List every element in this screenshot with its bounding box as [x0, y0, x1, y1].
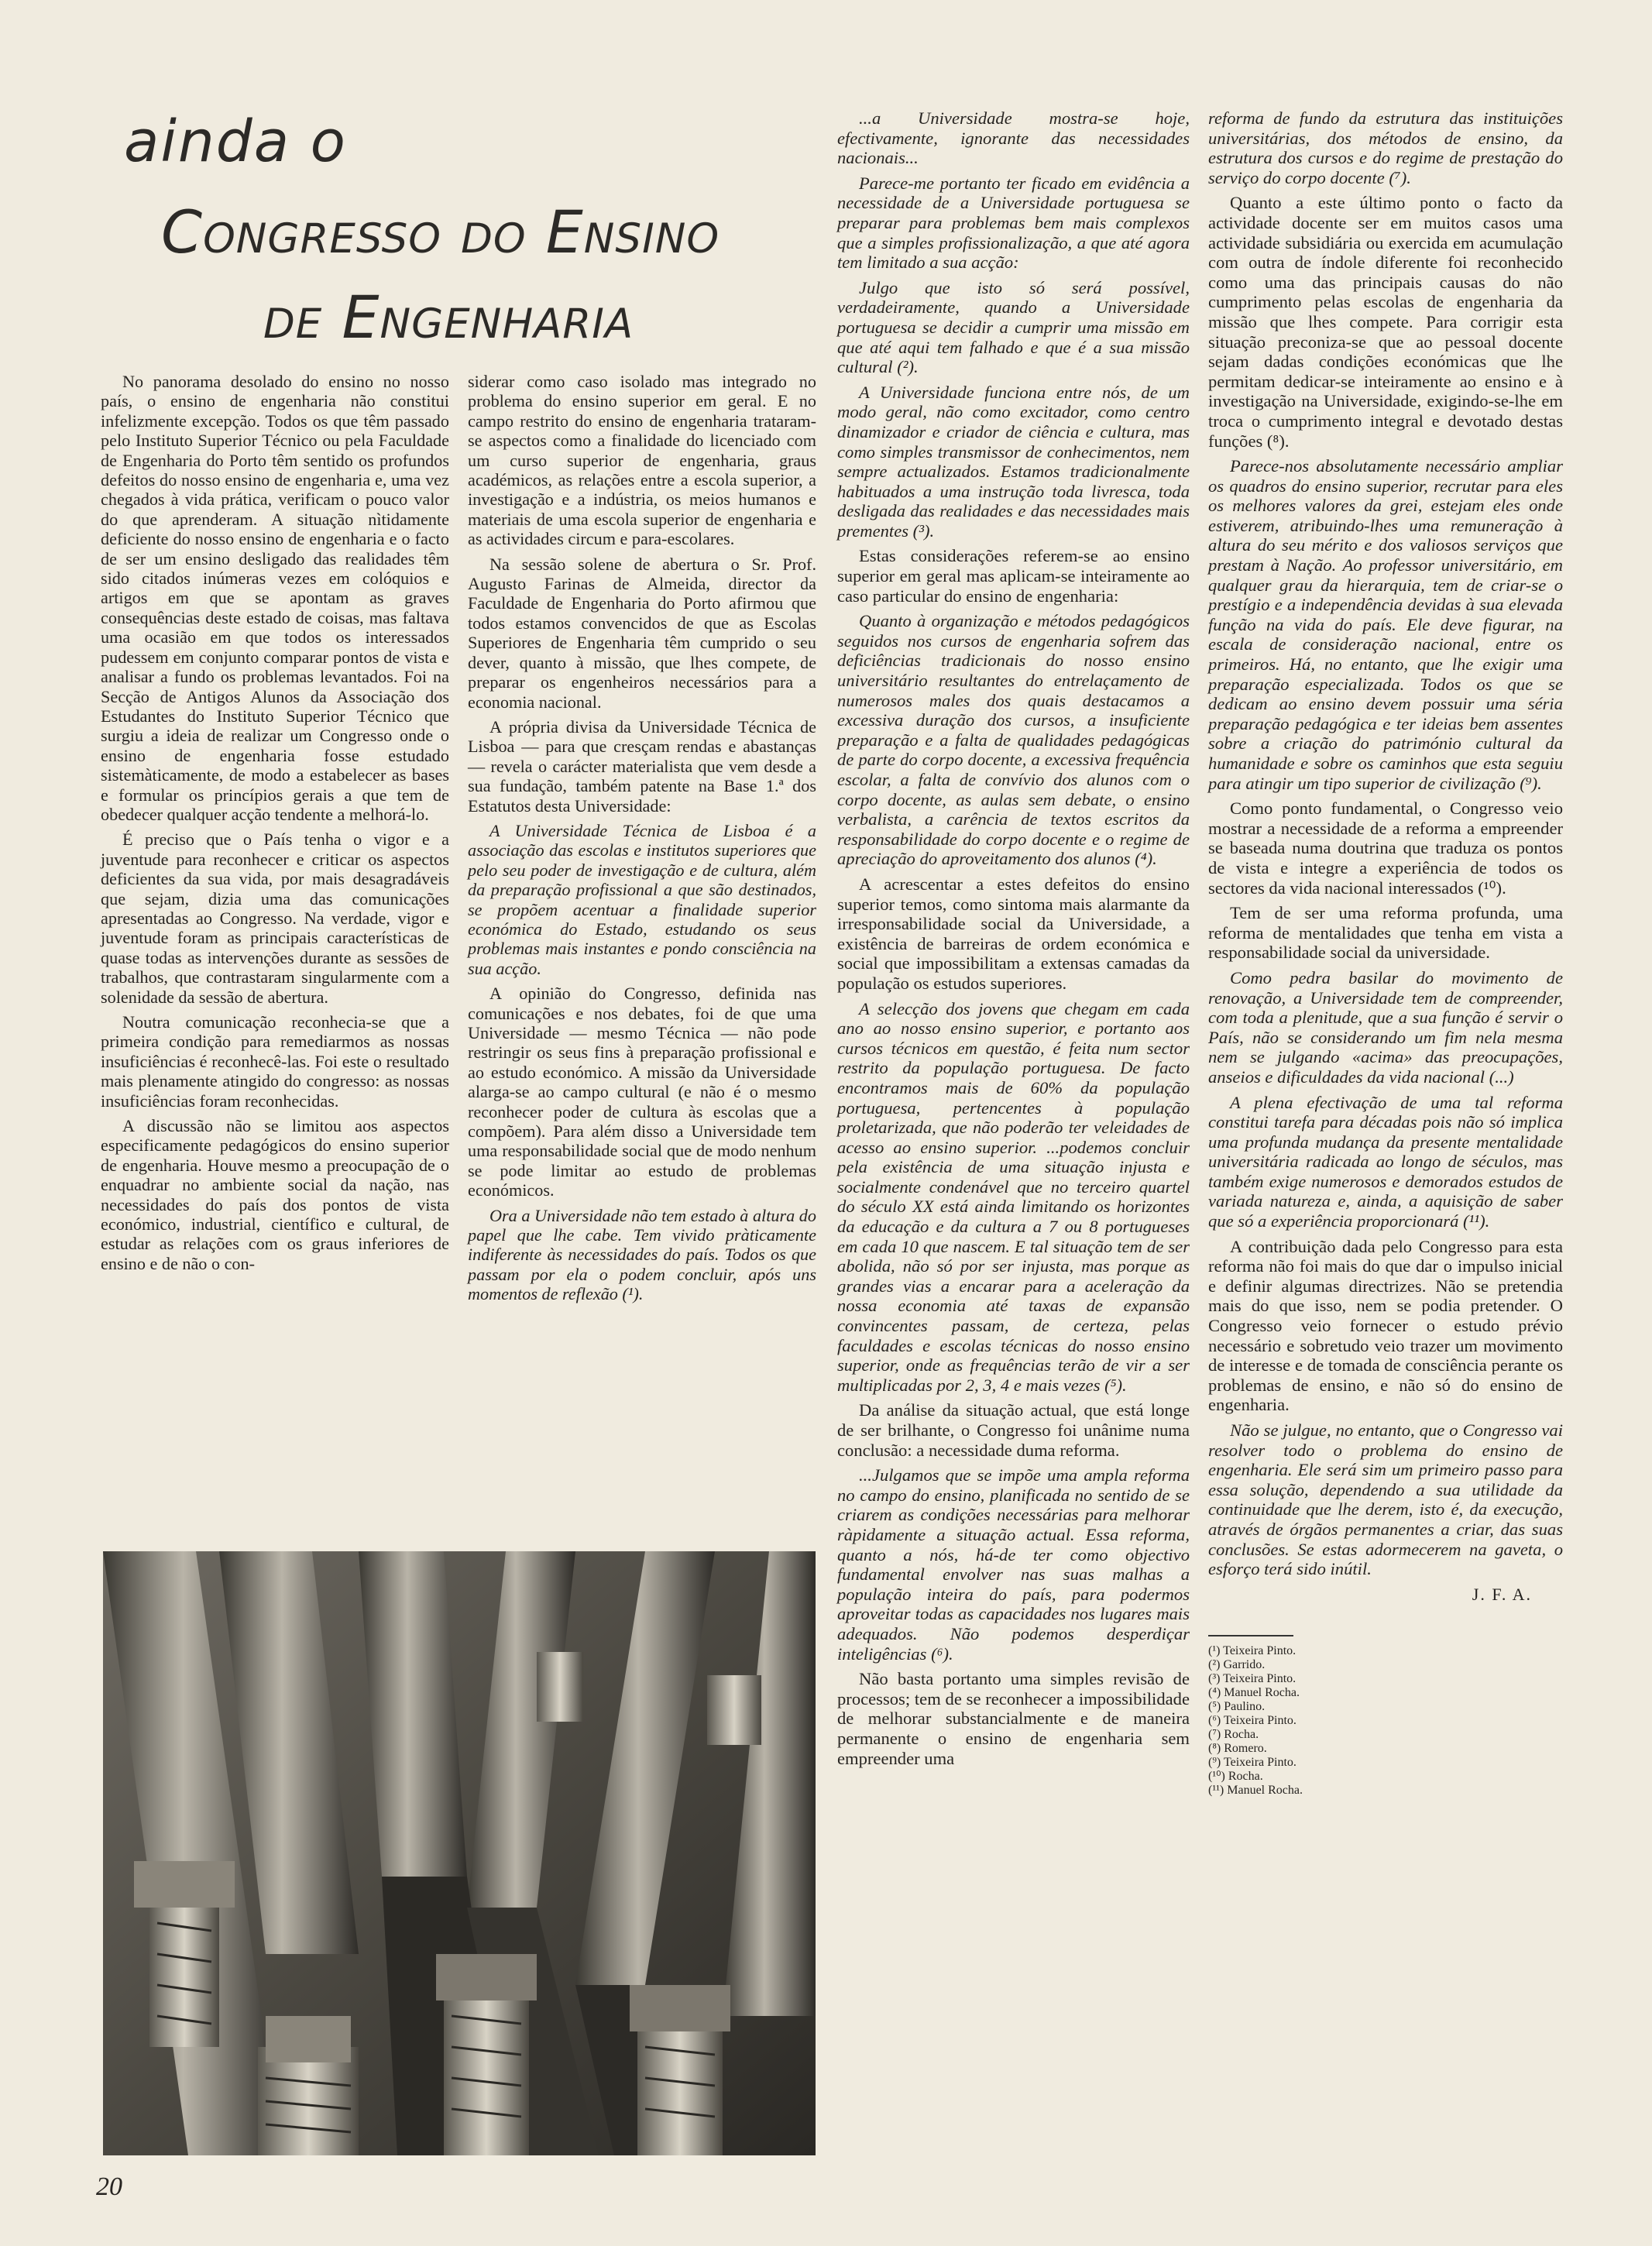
- footnotes-list: [1208, 1644, 1563, 1798]
- paragraph: A selecção dos jovens que chegam em cada ano ao nosso ensino superior, e portanto aos cursos técnicos em questão, é feita num sector restrito da população portuguesa. De facto encontramos mais de 60% da população portuguesa, pertencentes à população proletarizada, que não poderão ter veleidades de acesso ao ensino superior. ...podemos concluir pela existência de uma situação injusta e socialmente condenável que no terceiro quartel do século XX está ainda limitando os horizontes da educação e da cultura a 7 ou 8 portugueses em cada 10 que nascem. E tal situação tem de ser abolida, não só por ser injusta, mas porque as grandes vias a encarar para a aceleração da nossa economia até taxas de expansão convincentes passam, de certeza, pelas faculdades e escolas técnicas do nosso ensino superior, onde as frequências terão de vir a ser multiplicadas por 2, 3, 4 e mais vezes (⁵).: [837, 998, 1190, 1395]
- paragraph: A opinião do Congresso, definida nas comunicações e nos debates, foi de que uma Universidade — mesmo Técnica — não pode restringir os seus fins à preparação profissional e ao estudo económico. A missão da Universidade alarga-se ao campo cultural (e não é o mesmo reconhecer poder de cultura às escolas que a compõem). Para além disso a Universidade tem uma responsabilidade social que de modo nenhum se pode limitar ao estudo de problemas económicos.: [468, 984, 816, 1200]
- paragraph: A acrescentar a estes defeitos do ensino superior temos, como sintoma mais alarmante da irresponsabilidade social da Universidade, a existência de barreiras de ordem económica e social que impossibilitam a extensas camadas da população os estudos superiores.: [837, 874, 1190, 993]
- footnote: (⁷) Rocha.: [1208, 1728, 1259, 1742]
- title-line-1: ainda o: [124, 108, 347, 175]
- paragraph: Na sessão solene de abertura o Sr. Prof. Augusto Farinas de Almeida, director da Faculdade de Engenharia do Porto afirmou que todos estamos convencidos de que as Escolas Superiores de Engenharia têm cumprido o seu dever, quanto à missão, que lhes compete, de preparar os engenheiros necessários para a economia nacional.: [468, 554, 816, 712]
- paragraph: Parece-me portanto ter ficado em evidência a necessidade de a Universidade portuguesa se preparar para problemas bem mais complexos que a simples profissionalização, a que até agora tem limitado a sua acção:: [837, 173, 1190, 273]
- paragraph: Quanto à organização e métodos pedagógicos seguidos nos cursos de engenharia sofrem das deficiências tradicionais do nosso ensino universitário resultantes do entrelaçamento de numerosos males dos quais destacamos a excessiva duração dos cursos, a insuficiente preparação e a falta de qualidades pedagógicas de parte do corpo docente, a excessiva frequência escolar, a falta de convívio dos alunos com o corpo docente, as aulas sem debate, o ensino verbalista, a carência de textos escritos da responsabilidade do corpo docente e o regime de apreciação do aproveitamento dos alunos (⁴).: [837, 611, 1190, 869]
- machinery-photo: [103, 1551, 816, 2155]
- paragraph: A discussão não se limitou aos aspectos especificamente pedagógicos do ensino superior de engenharia. Houve mesmo a preocupação de o enquadrar no ambiente social da nação, nas necessidades do país dos pontos de vista económico, industrial, científico e cultural, de estudar as relações com os graus inferiores de ensino e de não o con-: [101, 1116, 449, 1273]
- paragraph: Estas considerações referem-se ao ensino superior em geral mas aplicam-se inteiramente ao caso particular do ensino de engenharia:: [837, 546, 1190, 606]
- footnote: (⁶) Teixeira Pinto.: [1208, 1714, 1297, 1728]
- paragraph: Ora a Universidade não tem estado à altura do papel que lhe cabe. Tem vivido pràticamente indiferente às necessidades do país. Todos os que passam por ela o podem concluir, após uns momentos de reflexão (¹).: [468, 1205, 816, 1304]
- paragraph: A plena efectivação de uma tal reforma constitui tarefa para décadas pois não só implica uma profunda mudança da presente mentalidade universitária radicada ao longo de séculos, mas também exige numerosos e demorados estudos de variada natureza e, ainda, a aquisição de saber que só a experiência proporcionará (¹¹).: [1208, 1092, 1563, 1231]
- footnote: (⁹) Teixeira Pinto.: [1208, 1756, 1297, 1770]
- paragraph: Parece-nos absolutamente necessário ampliar os quadros do ensino superior, recrutar para eles os melhores valores da grei, estejam eles onde estiverem, atribuindo-lhes uma remuneração à altura do seu mérito e dos valiosos serviços que prestam à Nação. Ao professor universitário, em qualquer grau da hierarquia, tem de criar-se o prestígio e a independência devidas à sua elevada função na vida do país. Ele deve figurar, na escala de consideração nacional, entre os primeiros. Há, no entanto, que lhe exigir uma preparação especializada. Todos os que se dedicam ao ensino devem possuir uma séria preparação pedagógica e ter ideias bem assentes sobre a criação do património cultural da humanidade e sobre os caminhos que esta seguiu para atingir um tipo superior de civilização (⁹).: [1208, 456, 1563, 793]
- paragraph: ...Julgamos que se impõe uma ampla reforma no campo do ensino, planificada no sentido de se criarem as condições necessárias para melhorar ràpidamente a situação actual. Essa reforma, quanto a nós, há-de ter como objectivo fundamental envolver nas suas malhas a população inteira do país, para podermos aproveitar todas as capacidades nos lugares mais adequados. Não podemos desperdiçar inteligências (⁶).: [837, 1465, 1190, 1664]
- paragraph: Da análise da situação actual, que está longe de ser brilhante, o Congresso foi unânime numa conclusão: a necessidade duma reforma.: [837, 1400, 1190, 1460]
- footnote: (²) Garrido.: [1208, 1658, 1266, 1672]
- page-number: 20: [96, 2172, 122, 2201]
- footnote: (¹⁰) Rocha.: [1208, 1770, 1263, 1784]
- paragraph: Como pedra basilar do movimento de renovação, a Universidade tem de compreender, com toda a plenitude, que a sua função é servir o País, não se considerando um fim nela mesma nem se julgando «acima» das preocupações, anseios e dificuldades da vida nacional (...): [1208, 967, 1563, 1087]
- author-signature: J. F. A.: [1472, 1584, 1532, 1604]
- footnote: (⁴) Manuel Rocha.: [1208, 1686, 1300, 1700]
- paragraph: É preciso que o País tenha o vigor e a juventude para reconhecer e criticar os aspectos deficientes da sua vida, por mais desagradáveis que sejam, dizia uma das comunicações apresentadas ao Congresso. Na verdade, vigor e juventude foram as principais características de quase todas as intervenções durante as sessões de trabalhos, que contrastaram singularmente com a solenidade da sessão de abertura.: [101, 829, 449, 1007]
- paragraph: A Universidade Técnica de Lisboa é a associação das escolas e institutos superiores que pelo seu poder de investigação e de cultura, além da preparação profissional a que são destinados, se propõem acentuar a finalidade superior económica do Estado, estudando os seus problemas mais instantes e pondo consciência na sua acção.: [468, 820, 816, 978]
- paragraph: No panorama desolado do ensino no nosso país, o ensino de engenharia não constitui infelizmente excepção. Todos os que têm passado pelo Instituto Superior Técnico ou pela Faculdade de Engenharia do Porto têm sentido os profundos defeitos do nosso ensino de engenharia e, uma vez chegados à vida prática, verificam o pouco valor do que aprenderam. A situação nìtidamente deficiente do nosso ensino de engenharia e o facto de ser um ensino desligado das realidades têm sido citados inúmeras vezes em colóquios e artigos em que se apontam as graves consequências deste estado de coisas, mas faltava uma ocasião em que todos os interessados pudessem em conjunto comparar pontos de vista e analisar a fundo os problemas levantados. Foi na Secção de Antigos Alunos da Associação dos Estudantes do Instituto Superior Técnico que surgiu a ideia de realizar um Congresso onde o ensino de engenharia fosse estudado sistemàticamente, de modo a estabelecer as bases e formular os princípios gerais a que tem de obedecer qualquer acção tendente a melhorá-lo.: [101, 372, 449, 824]
- paragraph: A Universidade funciona entre nós, de um modo geral, não como excitador, como centro dinamizador e criador de ciência e cultura, mas como simples transmissor de conhecimentos, nem sempre actualizados. Estamos tradicionalmente habituados a uma instrução toda livresca, toda desligada das realidades e das necessidades mais prementes (³).: [837, 382, 1190, 541]
- text-column-2: [468, 372, 816, 1310]
- text-column-1: [101, 372, 449, 1279]
- paragraph: siderar como caso isolado mas integrado no problema do ensino superior em geral. E no campo restrito do ensino de engenharia trataram-se aspectos como a finalidade do licenciado com um curso superior de engenharia, graus académicos, as relações entre a escola superior, a investigação e a indústria, os meios humanos e materiais de uma escola superior de engenharia e as actividades circum e para-escolares.: [468, 372, 816, 549]
- paragraph: Não se julgue, no entanto, que o Congresso vai resolver todo o problema do ensino de engenharia. Ele será sim um primeiro passo para essa solução, dependendo a sua utilidade da continuidade que lhe derem, isto é, da execução, através de órgãos permanentes a criar, das suas conclusões. Se estas adormecerem na gaveta, o esforço terá sido inútil.: [1208, 1420, 1563, 1579]
- column-4-body: [1208, 108, 1563, 1579]
- footnote: (¹¹) Manuel Rocha.: [1208, 1784, 1303, 1798]
- footnote-rule: [1208, 1635, 1293, 1636]
- title-line-2: Congresso do Ensino: [161, 197, 720, 266]
- title-line-3: de Engenharia: [263, 283, 634, 352]
- paragraph: Julgo que isto só será possível, verdadeiramente, quando a Universidade portuguesa se decidir a cumprir uma missão em que até aqui tem falhado e que é a sua missão cultural (²).: [837, 277, 1190, 377]
- paragraph: Noutra comunicação reconhecia-se que a primeira condição para remediarmos as nossas insuficiências é reconhecê-las. Foi este o resultado mais plenamente atingido do congresso: as nossas insuficiências foram reconhecidas.: [101, 1012, 449, 1111]
- paragraph: Como ponto fundamental, o Congresso veio mostrar a necessidade de a reforma a empreender se baseada numa doutrina que traduza os pontos de vista e integre a experiência de todos os sectores da vida nacional interessados (¹⁰).: [1208, 798, 1563, 898]
- paragraph: A própria divisa da Universidade Técnica de Lisboa — para que cresçam rendas e abastanças — revela o carácter materialista que vem desde a sua fundação, também patente na Base 1.ª dos Estatutos desta Universidade:: [468, 716, 816, 816]
- paragraph: Não basta portanto uma simples revisão de processos; tem de se reconhecer a impossibilidade de melhorar substancialmente e de maneira permanente o ensino de engenharia sem empreender uma: [837, 1669, 1190, 1768]
- text-column-3: [837, 108, 1190, 1774]
- paragraph: reforma de fundo da estrutura das instituições universitárias, dos métodos de ensino, da estrutura dos cursos e do regime de prestação do serviço do corpo docente (⁷).: [1208, 108, 1563, 187]
- footnote: (³) Teixeira Pinto.: [1208, 1672, 1297, 1686]
- paragraph: ...a Universidade mostra-se hoje, efectivamente, ignorante das necessidades nacionais...: [837, 108, 1190, 168]
- paragraph: A contribuição dada pelo Congresso para esta reforma não foi mais do que dar o impulso inicial e definir algumas directrizes. Não se pretendia mais do que isso, nem se podia pretender. O Congresso veio fornecer o estudo prévio necessário e sobretudo veio trazer um movimento de interesse e de tomada de consciência perante os problemas de ensino, e não só do ensino de engenharia.: [1208, 1236, 1563, 1415]
- paragraph: Quanto a este último ponto o facto da actividade docente ser em muitos casos uma actividade subsidiária ou exercida em acumulação com outra de índole diferente foi reconhecido como uma das principais causas do não cumprimento pelas escolas de engenharia da missão que lhes compete. Para corrigir esta situação preconiza-se que ao pessoal docente sejam dadas condições económicas que lhe permitam dedicar-se inteiramente ao ensino e à investigação na Universidade, exigindo-se-lhe em troca o cumprimento integral e devotado destas funções (⁸).: [1208, 193, 1563, 451]
- footnote: (¹) Teixeira Pinto.: [1208, 1644, 1297, 1658]
- text-column-4: [1208, 108, 1563, 1798]
- article-title: [116, 108, 813, 372]
- footnote: (⁸) Romero.: [1208, 1742, 1267, 1756]
- footnote: (⁵) Paulino.: [1208, 1700, 1266, 1714]
- paragraph: Tem de ser uma reforma profunda, uma reforma de mentalidades que tenha em vista a responsabilidade social da universidade.: [1208, 903, 1563, 963]
